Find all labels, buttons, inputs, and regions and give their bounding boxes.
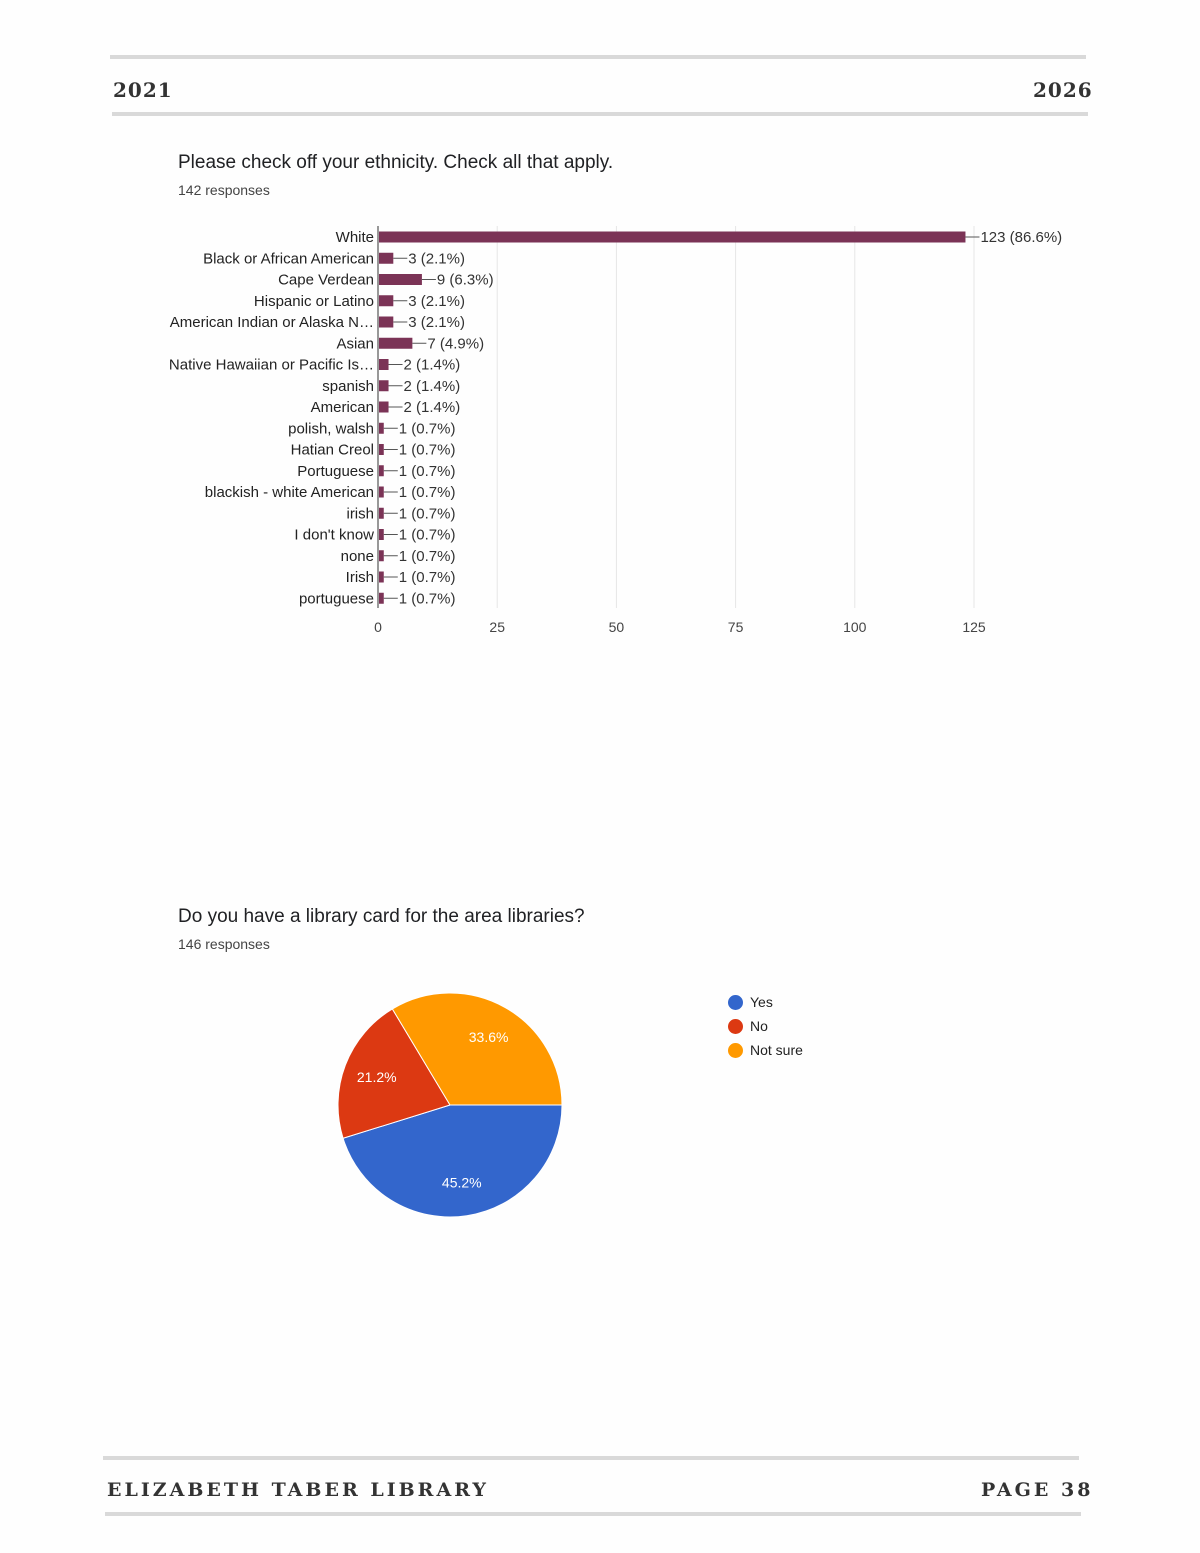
y-category-label: American — [310, 399, 374, 416]
y-category-label: none — [340, 547, 374, 565]
y-category-label: Irish — [345, 569, 374, 586]
y-category-label: Black or African American — [203, 250, 374, 268]
footer-rule-bottom — [105, 1512, 1081, 1516]
bar — [379, 295, 393, 306]
legend-item-not-sure — [728, 1038, 803, 1062]
data-label: 1 (0.7%) — [398, 569, 456, 586]
y-category-label: Hispanic or Latino — [253, 292, 374, 310]
data-label: 2 (1.4%) — [403, 356, 461, 374]
ethnicity-bar-chart — [0, 0, 1200, 660]
bar — [379, 253, 393, 264]
data-label: 9 (6.3%) — [436, 271, 494, 289]
pie-legend — [728, 990, 803, 1062]
bar — [379, 529, 384, 540]
header-year-left: 2021 — [113, 78, 173, 102]
data-label: 2 (1.4%) — [403, 377, 461, 395]
bar — [379, 359, 389, 370]
y-category-label: Native Hawaiian or Pacific Is… — [168, 356, 374, 374]
data-label: 1 (0.7%) — [398, 462, 456, 480]
data-label: 3 (2.1%) — [408, 314, 466, 331]
legend-swatch-not-sure — [728, 1043, 743, 1058]
pie-slice-label: 21.2% — [356, 1069, 397, 1086]
y-category-label: spanish — [322, 377, 374, 395]
bar — [379, 465, 384, 476]
data-label: 1 (0.7%) — [398, 441, 456, 459]
legend-item-yes — [728, 990, 803, 1014]
bar — [379, 487, 384, 498]
library-card-chart-title: Do you have a library card for the area libraries? — [178, 906, 585, 927]
ethnicity-response-count: 142 responses — [178, 182, 270, 198]
x-tick-label: 50 — [608, 619, 625, 635]
bar — [379, 317, 393, 328]
x-tick-label: 0 — [374, 619, 382, 635]
legend-label-no: No — [750, 1018, 768, 1034]
legend-item-no — [728, 1014, 803, 1038]
y-category-label: polish, walsh — [288, 420, 374, 438]
bar — [379, 232, 965, 243]
y-category-label: Hatian Creol — [290, 441, 374, 459]
data-label: 1 (0.7%) — [398, 505, 456, 523]
y-category-label: I don't know — [294, 526, 374, 544]
data-label: 1 (0.7%) — [398, 420, 456, 438]
bar — [379, 423, 384, 434]
y-category-label: Portuguese — [297, 462, 374, 480]
pie-slice-label: 45.2% — [441, 1174, 482, 1191]
library-card-pie-chart — [300, 975, 600, 1235]
footer-library-name: ELIZABETH TABER LIBRARY — [107, 1479, 489, 1501]
x-tick-label: 100 — [843, 619, 867, 635]
y-category-label: Asian — [336, 335, 374, 353]
y-category-label: Cape Verdean — [278, 271, 374, 289]
bar — [379, 572, 384, 583]
data-label: 2 (1.4%) — [403, 399, 461, 416]
x-tick-label: 75 — [727, 619, 744, 635]
legend-swatch-yes — [728, 995, 743, 1010]
y-category-label: blackish - white American — [204, 484, 374, 501]
x-tick-label: 125 — [962, 619, 986, 635]
data-label: 3 (2.1%) — [408, 250, 466, 268]
pie-slice-label: 33.6% — [468, 1028, 509, 1045]
bar — [379, 593, 384, 604]
bar — [379, 338, 412, 349]
y-category-label: irish — [346, 505, 374, 523]
footer-rule-top — [103, 1456, 1079, 1460]
bar — [379, 274, 422, 285]
bar — [379, 444, 384, 455]
data-label: 3 (2.1%) — [408, 292, 466, 310]
y-category-label: American Indian or Alaska N… — [169, 314, 374, 331]
bar — [379, 380, 389, 391]
ethnicity-chart-title: Please check off your ethnicity. Check all that apply. — [178, 152, 614, 173]
y-category-label: White — [335, 229, 374, 246]
legend-label-not-sure: Not sure — [750, 1042, 803, 1058]
data-label: 1 (0.7%) — [398, 590, 456, 608]
bar — [379, 508, 384, 519]
bar — [379, 550, 384, 561]
y-category-label: portuguese — [298, 590, 374, 608]
legend-label-yes: Yes — [750, 994, 773, 1010]
bar — [379, 402, 389, 413]
data-label: 1 (0.7%) — [398, 526, 456, 544]
library-card-response-count: 146 responses — [178, 936, 270, 952]
header-year-right: 2026 — [1033, 78, 1093, 102]
legend-swatch-no — [728, 1019, 743, 1034]
footer-page-number: PAGE 38 — [981, 1479, 1094, 1501]
data-label: 123 (86.6%) — [980, 229, 1063, 246]
data-label: 7 (4.9%) — [427, 335, 485, 353]
x-tick-label: 25 — [489, 619, 505, 635]
data-label: 1 (0.7%) — [398, 484, 456, 501]
data-label: 1 (0.7%) — [398, 547, 456, 565]
